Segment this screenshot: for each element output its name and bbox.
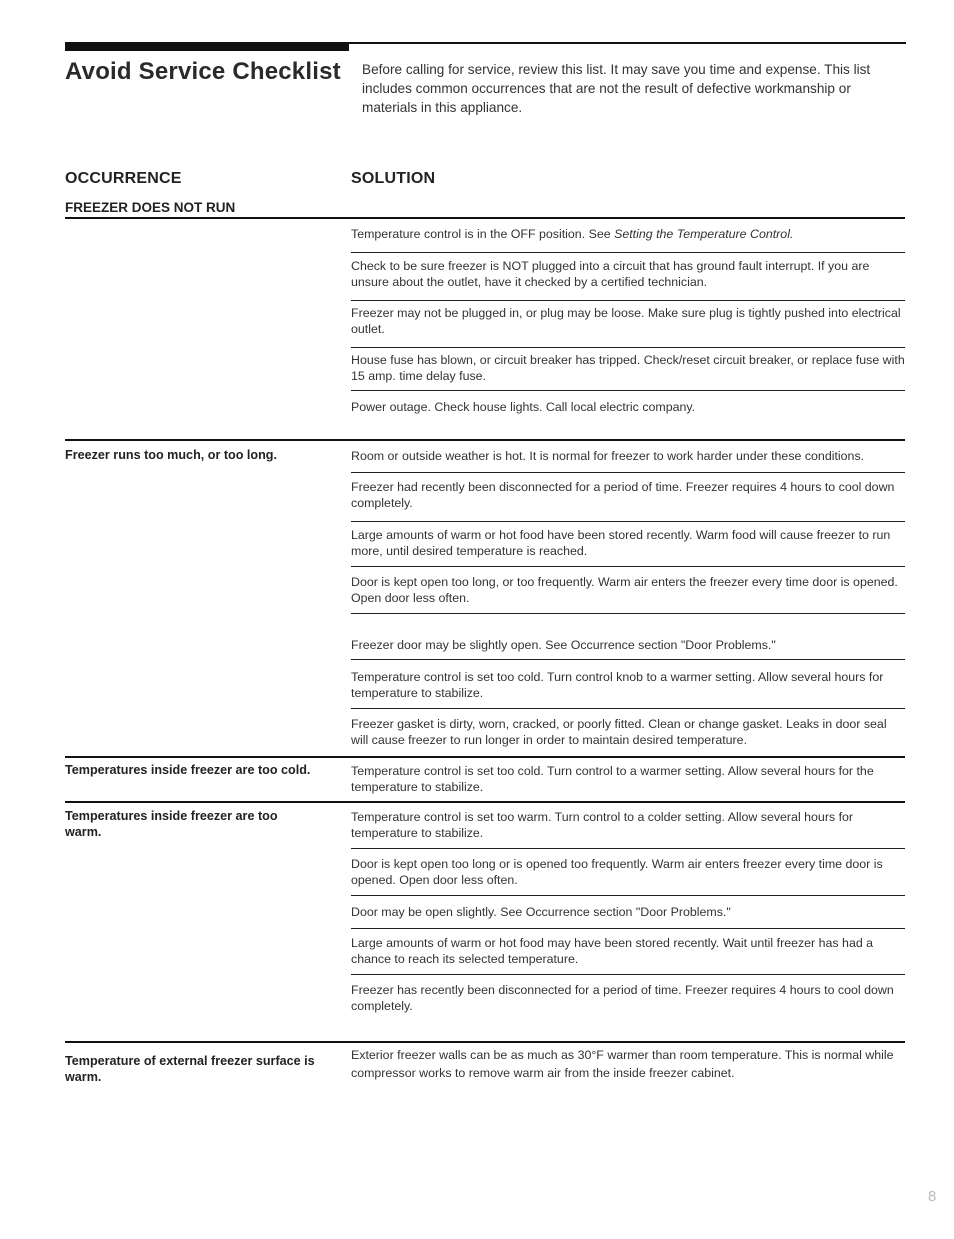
solution-item: Temperature control is set too cold. Turn control to a warmer setting. Allow several hours for the temperature to stabilize.	[351, 764, 874, 794]
solution-item: Temperature control is set too warm. Turn control to a colder setting. Allow several hours for temperature to stabilize.	[351, 810, 854, 840]
solution-divider	[351, 252, 905, 253]
section-freezer-runs-too-long	[65, 439, 905, 756]
occurrence-column-header: OCCURRENCE	[65, 170, 182, 187]
solution-item: Room or outside weather is hot. It is normal for freezer to work harder under these conditions.	[351, 449, 865, 463]
section-freezer-does-not-run	[65, 199, 905, 437]
section-temperatures-too-cold	[65, 756, 905, 801]
header-rule-thin	[349, 42, 906, 44]
solution-item: Freezer had recently been disconnected for a period of time. Freezer requires 4 hours to cool down completely.	[351, 480, 895, 510]
occurrence-label: Temperature of external freezer surface is warm.	[65, 1054, 315, 1084]
solution-divider	[351, 928, 905, 929]
occurrence-label: Freezer runs too much, or too long.	[65, 448, 278, 462]
solution-item: Freezer may not be plugged in, or plug may be loose. Make sure plug is tightly pushed into electrical outlet.	[351, 306, 901, 336]
solution-divider	[351, 708, 905, 709]
solution-item: Temperature control is set too cold. Turn control knob to a warmer setting. Allow several hours for temperature to stabilize.	[351, 670, 884, 700]
solution-divider	[351, 347, 905, 348]
solution-divider	[351, 613, 905, 614]
page-number: 8	[928, 1188, 937, 1205]
solution-item: Large amounts of warm or hot food may have been stored recently. Wait until freezer has had a chance to reach its selected temperature.	[351, 936, 874, 966]
occurrence-label: Temperatures inside freezer are too cold.	[65, 763, 311, 777]
solution-item: Freezer door may be slightly open. See Occurrence section "Door Problems."	[351, 638, 776, 652]
section-rule	[65, 217, 905, 219]
solution-item: Door may be open slightly. See Occurrence section "Door Problems."	[351, 905, 731, 919]
solution-divider	[351, 895, 905, 896]
solution-item: Door is kept open too long, or too frequently. Warm air enters the freezer every time door is opened. Open door less often.	[351, 575, 898, 605]
solution-item: Freezer gasket is dirty, worn, cracked, or poorly fitted. Clean or change gasket. Leaks in door seal will cause freezer to run longer in order to maintain desired temperature.	[351, 717, 887, 747]
solution-item: Power outage. Check house lights. Call local electric company.	[351, 400, 696, 414]
solution-divider	[351, 300, 905, 301]
occurrence-label: Temperatures inside freezer are too warm.	[65, 809, 278, 839]
solution-item: Large amounts of warm or hot food have been stored recently. Warm food will cause freezer to run more, until desired temperature is reached.	[351, 528, 891, 558]
solution-divider	[351, 521, 905, 522]
solution-item: Door is kept open too long or is opened too frequently. Warm air enters freezer every time door is opened. Open door less often.	[351, 857, 883, 887]
cross-reference: Setting the Temperature Control.	[614, 227, 794, 241]
solution-item: House fuse has blown, or circuit breaker has tripped. Check/reset circuit breaker, or replace fuse with 15 amp. time delay fuse.	[351, 353, 905, 383]
section-external-surface-warm	[65, 1041, 905, 1093]
solution-divider	[351, 974, 905, 975]
intro-paragraph: Before calling for service, review this list. It may save you time and expense. This list includes common occurrences that are not the result of defective workmanship or materials in this appliance.	[362, 62, 871, 115]
solution-item: Exterior freezer walls can be as much as 30°F warmer than room temperature. This is normal while compressor works to remove warm air from the inside freezer cabinet.	[351, 1048, 894, 1080]
header-rule-thick	[65, 42, 349, 51]
occurrence-label: FREEZER DOES NOT RUN	[65, 200, 236, 215]
solution-divider	[351, 472, 905, 473]
solution-column-header: SOLUTION	[351, 170, 436, 187]
page-title: Avoid Service Checklist	[65, 58, 341, 85]
solution-divider	[351, 390, 905, 391]
solution-divider	[351, 659, 905, 660]
solution-divider	[351, 566, 905, 567]
solution-divider	[351, 848, 905, 849]
solution-item: Freezer has recently been disconnected for a period of time. Freezer requires 4 hours to cool down completely.	[351, 983, 894, 1013]
section-temperatures-too-warm	[65, 801, 905, 1041]
solution-item: Check to be sure freezer is NOT plugged into a circuit that has ground fault interrupt. If you are unsure about the outlet, have it checked by a certified technician.	[351, 259, 870, 289]
solution-item: Temperature control is in the OFF position. See Setting the Temperature Control.	[351, 227, 794, 241]
